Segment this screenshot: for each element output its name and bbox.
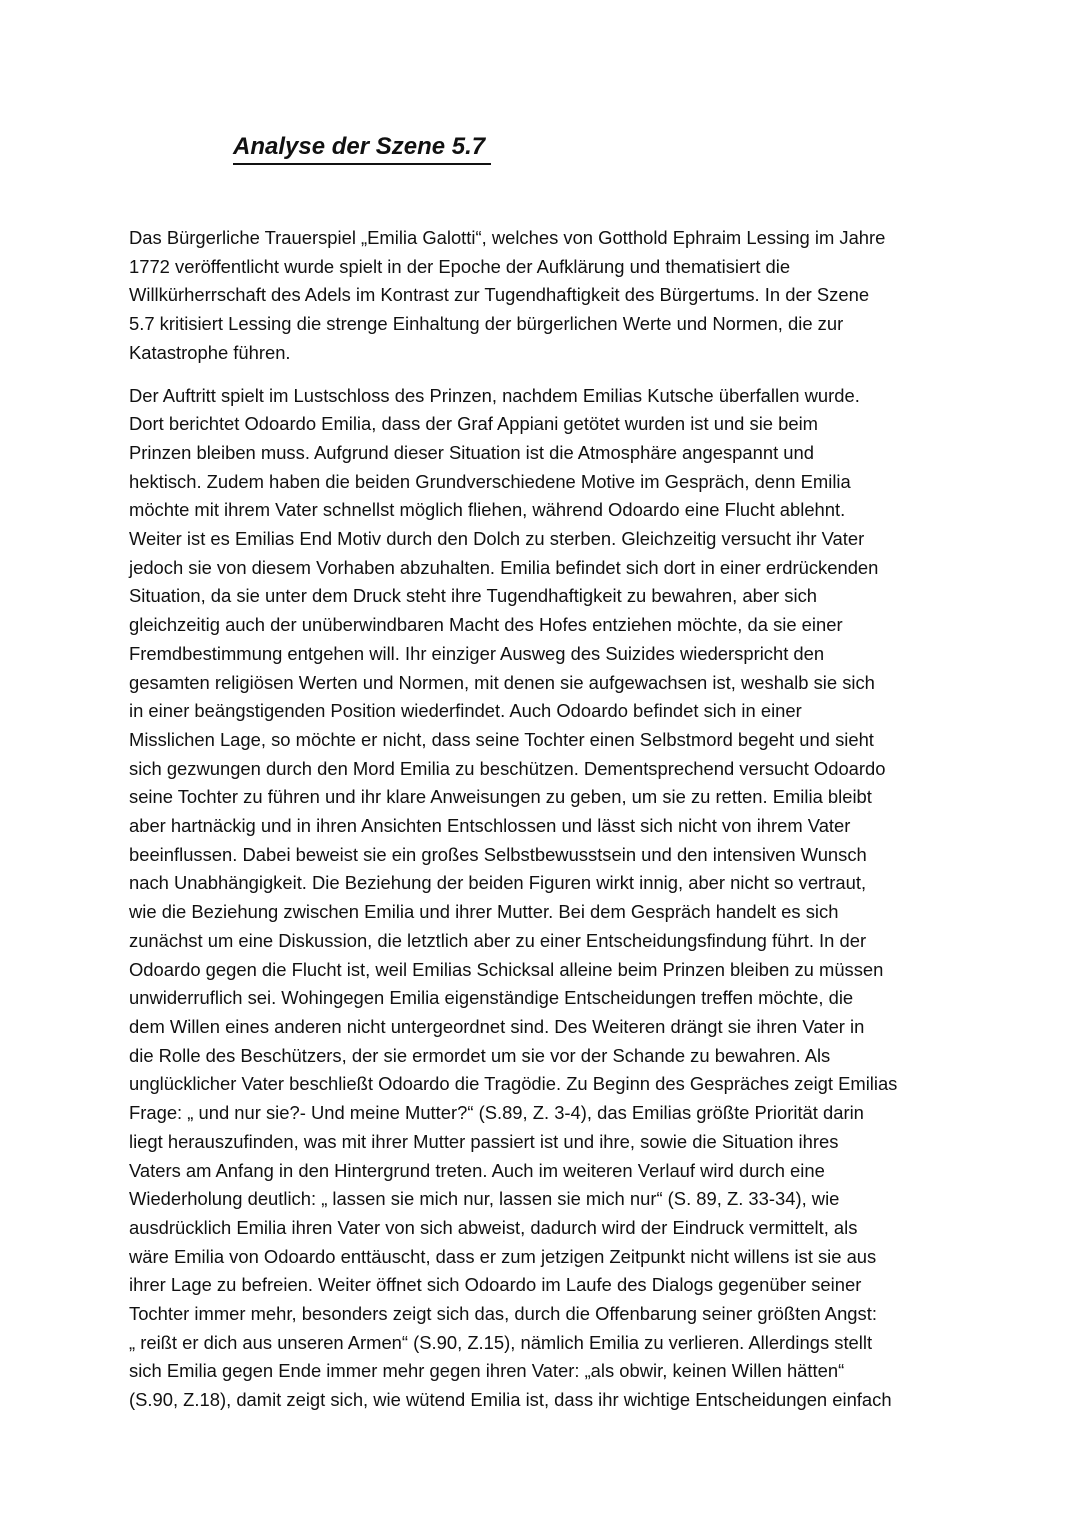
text-line: die Rolle des Beschützers, der sie ermordet um sie vor der Schande zu bewahren. Als [129,1044,831,1066]
text-line: sich Emilia gegen Ende immer mehr gegen ihren Vater: „als obwir, keinen Willen hätten“ [129,1360,845,1382]
paragraph-introduction [129,224,959,368]
text-line: Das Bürgerliche Trauerspiel „Emilia Galotti“, welches von Gotthold Ephraim Lessing im Jahre [129,227,886,248]
text-line: dem Willen eines anderen nicht untergeordnet sind. Des Weiteren drängt sie ihren Vater in [129,1015,865,1037]
text-line: Frage: „ und nur sie?- Und meine Mutter?“ (S.89, Z. 3-4), das Emilias größte Priorität darin [129,1102,864,1124]
text-line: Willkürherrschaft des Adels im Kontrast zur Tugendhaftigkeit des Bürgertums. In der Szene [129,284,870,306]
text-line: unwiderruflich sei. Wohingegen Emilia eigenständige Entscheidungen treffen möchte, die [129,987,854,1009]
text-line: unglücklicher Vater beschließt Odoardo die Tragödie. Zu Beginn des Gespräches zeigt Emilias [129,1073,898,1095]
text-line: Vaters am Anfang in den Hintergrund treten. Auch im weiteren Verlauf wird durch eine [129,1159,825,1181]
text-line: 5.7 kritisiert Lessing die strenge Einhaltung der bürgerlichen Werte und Normen, die zur [129,313,844,335]
text-line: seine Tochter zu führen und ihr klare Anweisungen zu geben, um sie zu retten. Emilia bleibt [129,786,872,808]
body-text [129,224,959,1415]
text-line: Misslichen Lage, so möchte er nicht, dass seine Tochter einen Selbstmord begeht und sieht [129,728,874,750]
text-line: Fremdbestimmung entgehen will. Ihr einziger Ausweg des Suizides wiederspricht den [129,642,825,664]
text-line: jedoch sie von diesem Vorhaben abzuhalten. Emilia befindet sich dort in einer erdrückenden [129,556,879,578]
text-line: Wiederholung deutlich: „ lassen sie mich nur, lassen sie mich nur“ (S. 89, Z. 33-34), wie [129,1188,840,1210]
text-line: wäre Emilia von Odoardo enttäuscht, dass er zum jetzigen Zeitpunkt nicht willens ist sie aus [129,1245,877,1267]
text-line: Der Auftritt spielt im Lustschloss des Prinzen, nachdem Emilias Kutsche überfallen wurde. [129,384,860,406]
text-line: zunächst um eine Diskussion, die letztlich aber zu einer Entscheidungsfindung führt. In der [129,929,867,951]
text-line: in einer beängstigenden Position wiederfindet. Auch Odoardo befindet sich in einer [129,700,802,722]
text-line: Tochter immer mehr, besonders zeigt sich das, durch die Offenbarung seiner größten Angst: [129,1303,877,1325]
text-line: liegt herauszufinden, was mit ihrer Mutter passiert ist und ihre, sowie die Situation ihres [129,1130,839,1152]
text-line: gesamten religiösen Werten und Normen, mit denen sie aufgewachsen ist, weshalb sie sich [129,671,875,693]
text-line: hektisch. Zudem haben die beiden Grundverschiedene Motive im Gespräch, denn Emilia [129,470,851,492]
text-line: gleichzeitig auch der unüberwindbaren Macht des Hofes entziehen möchte, da sie einer [129,614,843,636]
paragraph-analysis [129,382,959,1415]
text-line: ihrer Lage zu befreien. Weiter öffnet sich Odoardo im Laufe des Dialogs gegenüber seiner [129,1274,862,1296]
text-line: beeinflussen. Dabei beweist sie ein großes Selbstbewusstsein und den intensiven Wunsch [129,843,867,865]
text-line: (S.90, Z.18), damit zeigt sich, wie wütend Emilia ist, dass ihr wichtige Entscheidungen einfach [129,1389,892,1411]
text-line: Weiter ist es Emilias End Motiv durch den Dolch zu sterben. Gleichzeitig versucht ihr Vater [129,528,865,550]
page-title: Analyse der Szene 5.7 [233,131,491,165]
text-line: sich gezwungen durch den Mord Emilia zu beschützen. Dementsprechend versucht Odoardo [129,757,886,779]
text-line: Katastrophe führen. [129,341,291,363]
text-line: nach Unabhängigkeit. Die Beziehung der beiden Figuren wirkt innig, aber nicht so vertraut, [129,872,867,894]
text-line: 1772 veröffentlicht wurde spielt in der Epoche der Aufklärung und thematisiert die [129,255,791,277]
text-line: Situation, da sie unter dem Druck steht ihre Tugendhaftigkeit zu bewahren, aber sich [129,585,817,607]
text-line: Dort berichtet Odoardo Emilia, dass der Graf Appiani getötet wurden ist und sie beim [129,413,818,435]
text-line: „ reißt er dich aus unseren Armen“ (S.90, Z.15), nämlich Emilia zu verlieren. Allerdings stellt [129,1331,873,1353]
text-line: aber hartnäckig und in ihren Ansichten Entschlossen und lässt sich nicht von ihrem Vater [129,815,851,837]
text-line: Odoardo gegen die Flucht ist, weil Emilias Schicksal alleine beim Prinzen bleiben zu müssen [129,958,884,980]
text-line: Prinzen bleiben muss. Aufgrund dieser Situation ist die Atmosphäre angespannt und [129,441,814,463]
text-line: möchte mit ihrem Vater schnellst möglich fliehen, während Odoardo eine Flucht ablehnt. [129,499,846,521]
text-line: ausdrücklich Emilia ihren Vater von sich abweist, dadurch wird der Eindruck vermittelt, als [129,1216,858,1238]
text-line: wie die Beziehung zwischen Emilia und ihrer Mutter. Bei dem Gespräch handelt es sich [129,901,839,923]
